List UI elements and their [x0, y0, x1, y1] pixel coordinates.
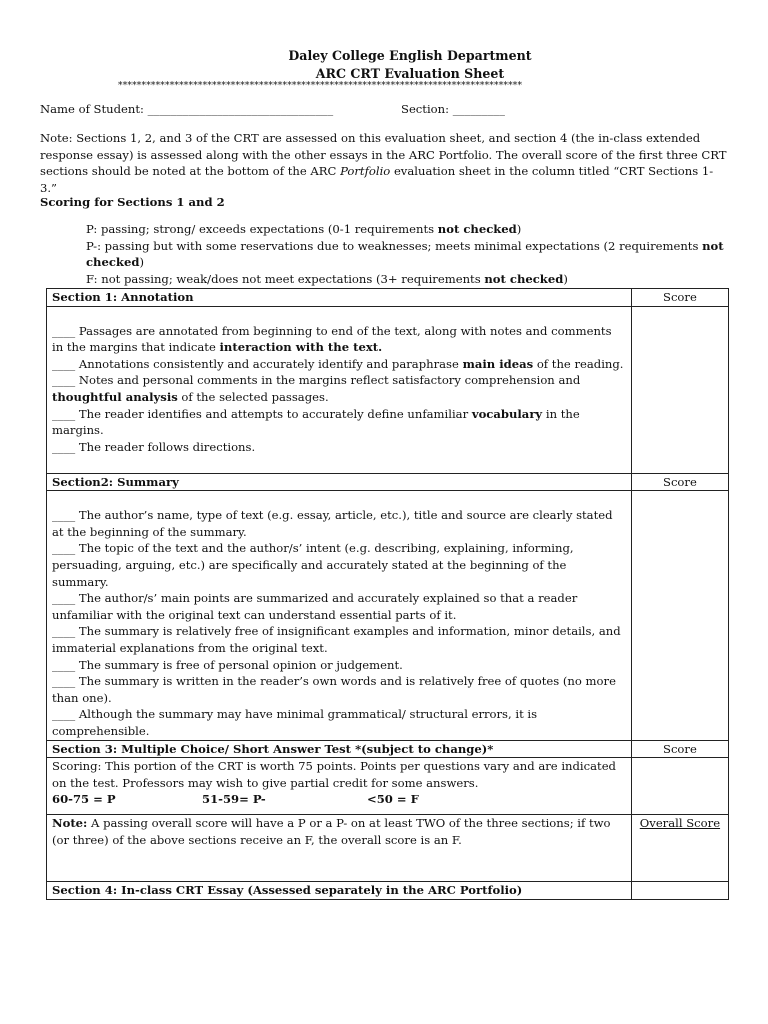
section3-title: Section 3: Multiple Choice/ Short Answer Test *(subject to change)* [47, 740, 632, 758]
section3-score-box[interactable] [631, 758, 728, 815]
section2-item[interactable]: ____ The topic of the text and the author/s’ intent (e.g. describing, explaining, informing, persuading, arguing, etc.) are specifically and accurately stated at the beginning of the summary. [52, 541, 574, 589]
section3-scoring [47, 758, 632, 815]
section1-body-row [47, 306, 729, 473]
section3-header-row [47, 740, 729, 758]
section2-title: Section2: Summary [47, 473, 632, 491]
overall-row [47, 815, 729, 882]
section2-item[interactable]: ____ The author’s name, type of text (e.g. essay, article, etc.), title and source are clearly stated at the beginning of the summary. [52, 508, 613, 539]
section1-header-row [47, 289, 729, 307]
section1-item[interactable]: ____ Annotations consistently and accurately identify and paraphrase main ideas of the reading. [52, 356, 624, 371]
grade-p-minus: 51-59= P- [202, 792, 266, 807]
section4-row [47, 882, 729, 900]
section2-item[interactable]: ____ The author/s’ main points are summarized and accurately explained so that a reader unfamiliar with the original text can understand essential parts of it. [52, 591, 578, 622]
section2-item[interactable]: ____ The summary is relatively free of insignificant examples and information, minor details, and immaterial explanations from the original text. [52, 624, 621, 655]
document-title: Daley College English Department [288, 48, 532, 63]
section2-checklist [47, 491, 632, 740]
section2-item[interactable]: ____ Although the summary may have minimal grammatical/ structural errors, it is comprehensible. [52, 707, 538, 738]
section2-score-label: Score [631, 473, 728, 491]
section2-body-row [47, 491, 729, 740]
intro-note [40, 130, 730, 196]
section3-score-label: Score [631, 740, 728, 758]
asterisk-divider: ************************************************************************************** [118, 81, 523, 91]
section1-item[interactable]: ____ Passages are annotated from beginning to end of the text, along with notes and comments in the margins that indicate interaction with the text. [52, 323, 612, 355]
grade-f: <50 = F [367, 792, 419, 807]
evaluation-table [46, 288, 729, 900]
section1-item[interactable]: ____ The reader identifies and attempts to accurately define unfamiliar vocabulary in the margins. [52, 406, 580, 438]
student-info-line [40, 101, 740, 118]
section3-body-row [47, 758, 729, 815]
section4-score-box[interactable] [631, 882, 728, 900]
section1-checklist [47, 306, 632, 473]
section2-header-row [47, 473, 729, 491]
note-text: Note: Sections 1, 2, and 3 of the CRT are assessed on this evaluation sheet, and section 4 (the in-class extended response essay) is assessed along with the other essays in the ARC Portfolio. The overall score of the first three CRT sections should be noted at the bottom of the ARC [40, 131, 727, 179]
criterion-p-minus: P-: passing but with some reservations due to weaknesses; meets minimal expectations (2 requirements not checked) [86, 238, 724, 270]
section2-score-box[interactable] [631, 491, 728, 740]
section1-score-label: Score [631, 289, 728, 307]
scoring-criteria [86, 221, 736, 287]
section2-item[interactable]: ____ The summary is free of personal opinion or judgement. [52, 657, 403, 672]
overall-score-cell[interactable] [631, 815, 728, 882]
overall-note [47, 815, 632, 882]
criterion-p: P: passing; strong/ exceeds expectations (0-1 requirements not checked) [86, 222, 522, 236]
student-section-field[interactable]: Section: _________ [401, 102, 505, 116]
section4-title: Section 4: In-class CRT Essay (Assessed separately in the ARC Portfolio) [47, 882, 632, 900]
criterion-f: F: not passing; weak/does not meet expectations (3+ requirements not checked) [86, 271, 568, 286]
section3-scoring-text: Scoring: This portion of the CRT is worth 75 points. Points per questions vary and are indicated on the test. Professors may wish to give partial credit for some answers. [52, 759, 616, 790]
section2-item[interactable]: ____ The summary is written in the reader’s own words and is relatively free of quotes (no more than one). [52, 674, 616, 705]
scoring-heading: Scoring for Sections 1 and 2 [40, 195, 225, 209]
note-text-end: evaluation sheet in the column titled “CRT Sections 1-3.” [40, 164, 714, 195]
section1-item[interactable]: ____ Notes and personal comments in the margins reflect satisfactory comprehension and thoughtful analysis of the selected passages. [52, 373, 581, 404]
overall-note-text: A passing overall score will have a P or a P- on at least TWO of the three sections; if two (or three) of the above sections receive an F, the overall score is an F. [52, 816, 611, 847]
grade-p: 60-75 = P [52, 792, 116, 807]
note-italic: Portfolio [340, 164, 391, 179]
student-name-field[interactable]: Name of Student: ________________________________ [40, 102, 334, 116]
overall-note-label: Note: [52, 816, 88, 831]
overall-score-label: Overall Score [639, 816, 721, 831]
section1-item[interactable]: ____ The reader follows directions. [52, 439, 256, 454]
section1-score-box[interactable] [631, 306, 728, 473]
section1-title: Section 1: Annotation [47, 289, 632, 307]
section3-grade-scale [52, 791, 626, 808]
document-subtitle: ARC CRT Evaluation Sheet [315, 66, 505, 81]
